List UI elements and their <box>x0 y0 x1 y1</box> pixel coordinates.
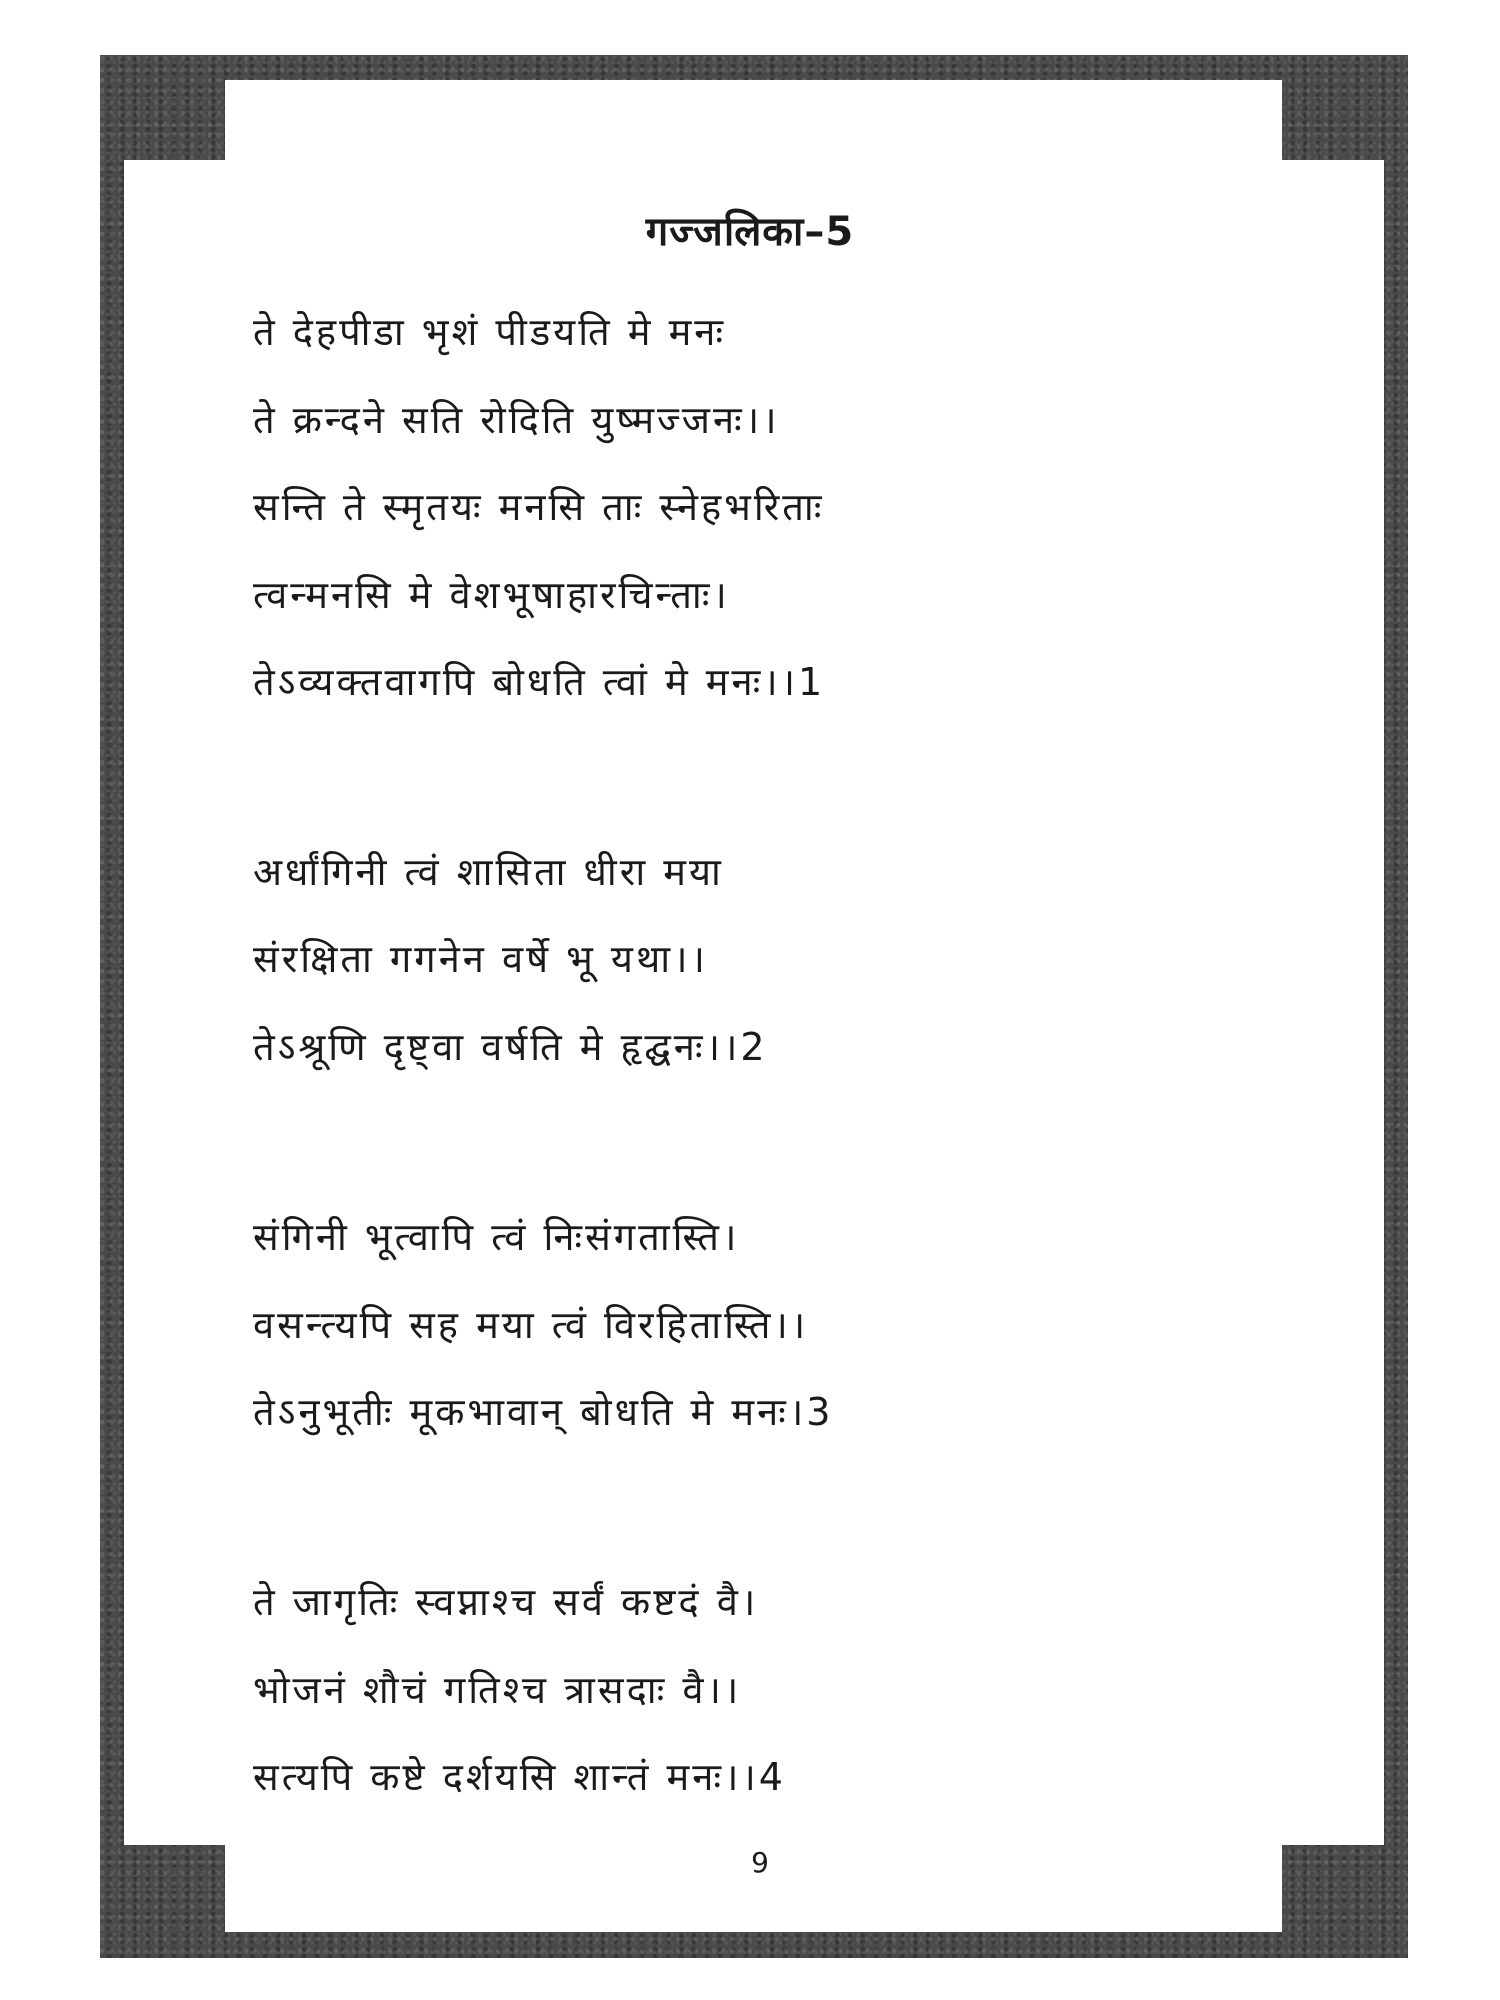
verse-line: संगिनी भूत्वापि त्वं निःसंगतास्ति। <box>253 1215 740 1259</box>
verse-line: त्वन्मनसि मे वेशभूषाहारचिन्ताः। <box>253 573 730 617</box>
page-number: 9 <box>751 1846 769 1879</box>
verse-line: ते जागृतिः स्वप्नाश्च सर्वं कष्टदं वै। <box>253 1580 759 1624</box>
verse-line: भोजनं शौचं गतिश्च त्रासदाः वै।। <box>253 1668 742 1712</box>
verse-line: सत्यपि कष्टे दर्शयसि शान्तं मनः।।4 <box>253 1755 786 1799</box>
verse-line: तेऽनुभूतीः मूकभावान् बोधति मे मनः।3 <box>253 1390 834 1434</box>
verse-line: तेऽव्यक्तवागपि बोधति त्वां मे मनः।।1 <box>253 660 826 704</box>
verse-line: ते देहपीडा भृशं पीडयति मे मनः <box>253 310 727 354</box>
verse-line: अर्धांगिनी त्वं शासिता धीरा मया <box>253 850 724 894</box>
verse-line: वसन्त्यपि सह मया त्वं विरहितास्ति।। <box>253 1303 809 1347</box>
verse-line: सन्ति ते स्मृतयः मनसि ताः स्नेहभरिताः <box>253 485 825 529</box>
verse-line: तेऽश्रूणि दृष्ट्वा वर्षति मे हृद्घनः।।2 <box>253 1025 768 1069</box>
verse-line: ते क्रन्दने सति रोदिति युष्मज्जनः।। <box>253 398 780 442</box>
poem-title: गज्जलिका–5 <box>645 209 855 255</box>
verse-line: संरक्षिता गगनेन वर्षे भू यथा।। <box>253 937 708 981</box>
